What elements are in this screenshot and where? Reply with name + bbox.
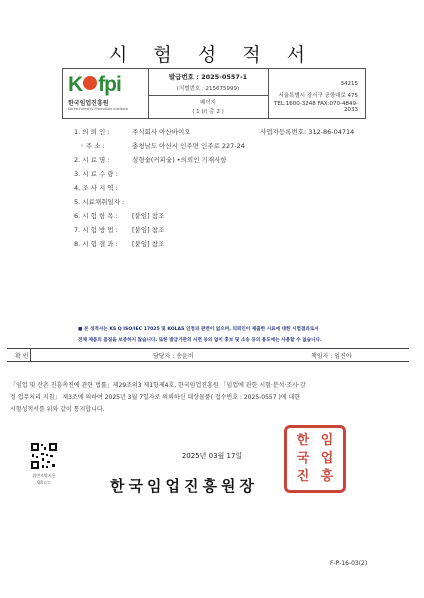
field-row-sample-quantity xyxy=(74,169,132,178)
kofpi-logo xyxy=(68,73,146,111)
field-row-sampling-date xyxy=(74,197,132,206)
seal-char: 임 xyxy=(320,433,334,448)
field-value: 주식회사 아산바이오 xyxy=(132,128,191,136)
field-value: [붙임] 참조 xyxy=(132,226,165,234)
signature-divider xyxy=(30,348,31,362)
page-label: 페이지 xyxy=(200,100,216,106)
field-label: ◦ 주 소 : xyxy=(80,142,105,150)
qr-code-icon[interactable] xyxy=(30,442,58,470)
field-row-client xyxy=(74,127,354,136)
address: 서울특별시 강서구 공항대로 475 xyxy=(278,93,358,99)
logo-k: K xyxy=(68,73,83,96)
logo-o-circle-icon xyxy=(83,76,97,90)
notice-line: 전체 제품의 품질을 보증하지 않습니다. 또한 발급기관의 서면 동의 없이 홍보 및 소송 등의 용도에는 사용할 수 없습니다. xyxy=(78,338,322,343)
legal-text-line: 「임업 및 산촌 진흥촉진에 관한 법률」제29조의3 제1항제4호, 한국임업진흥원 「임업에 관한 시험·분석·조사·감 xyxy=(10,382,306,389)
field-value: [붙임] 참조 xyxy=(132,240,165,248)
header-divider xyxy=(268,68,269,119)
page-value: ( 1 )/( 총 2 ) xyxy=(192,109,224,115)
issue-date: 2025년 03월 17일 xyxy=(181,452,243,460)
form-code: F-P-16-03(2) xyxy=(330,560,368,567)
header-divider xyxy=(148,95,268,96)
official-seal-stamp xyxy=(284,425,346,493)
legal-text-line: 시험성적서를 위와 같이 통지합니다. xyxy=(10,406,105,413)
logo-name-en: Korea Forestry Promotion Institute xyxy=(68,107,128,111)
field-row-survey-area xyxy=(74,183,132,192)
contact-phone-fax: TEL:1600-3248 FAX:070-4849-2033 xyxy=(274,101,358,113)
issuer-name: 한국임업진흥원장 xyxy=(110,477,258,495)
seal-char: 업 xyxy=(320,451,334,466)
field-extra: 사업자등록번호: 312-86-04714 xyxy=(260,128,355,136)
qr-caption: 위변조방지용 xyxy=(32,473,56,478)
field-row-test-result xyxy=(74,239,164,248)
seal-char: 진 xyxy=(296,469,310,484)
seal-char: 한 xyxy=(296,433,310,448)
postal-code: 34215 xyxy=(340,81,358,87)
signature-row xyxy=(7,348,409,362)
seal-char: 국 xyxy=(296,451,310,466)
person-in-charge: 담당자 : 송윤비 xyxy=(153,353,194,360)
identification-number: (식별번호 : 215675999) xyxy=(176,86,240,92)
notice-line: ■ 본 성적서는 KS Q ISO/IEC 17025 및 KOLAS 인정과 관련이 없으며, 의뢰인이 제출한 시료에 대한 시험결과로서 xyxy=(78,327,319,332)
field-label: 6. 시 험 항 목 : xyxy=(74,212,118,220)
responsible-manager: 책임자 : 임진아 xyxy=(311,353,352,360)
page-title: 시 험 성 적 서 xyxy=(109,44,315,66)
field-row-test-items xyxy=(74,211,164,220)
seal-char: 흥 xyxy=(320,469,334,484)
field-row-test-method xyxy=(74,225,164,234)
logo-wordmark xyxy=(68,73,146,97)
field-value: 성형숯(커피숯) •의뢰인 기재사항 xyxy=(132,156,227,164)
field-label: 4. 조 사 지 역 : xyxy=(74,184,118,192)
legal-text-line: 정 업무처리 지침」 제3조에 의하여 2025년 3월 7일자로 의뢰하신 대상물품( 접수번호 : 2025-0557 )에 대한 xyxy=(10,394,301,401)
field-label: 5. 시료채취일자 : xyxy=(74,198,125,206)
seal-characters xyxy=(291,432,339,486)
field-row-sample-name xyxy=(74,155,227,164)
qr-caption: QR코드 xyxy=(37,480,51,485)
field-label: 8. 시 험 결 과 : xyxy=(74,240,118,248)
field-value: [붙임] 참조 xyxy=(132,212,165,220)
issue-number: 발급번호 : 2025-0557-1 xyxy=(168,73,248,81)
header-divider xyxy=(148,68,149,119)
confirm-label: 확 인 xyxy=(15,353,29,360)
logo-rest: fpi xyxy=(98,73,121,96)
field-row-address xyxy=(74,141,245,150)
field-label: 1. 의 뢰 인 : xyxy=(74,128,110,136)
field-value: 충청남도 아산시 인주면 인주로 227-24 xyxy=(132,142,245,150)
field-label: 3. 시 료 수 량 : xyxy=(74,170,118,178)
qr-pattern xyxy=(30,442,58,470)
field-label: 2. 시 료 명 : xyxy=(74,156,110,164)
field-label: 7. 시 험 방 법 : xyxy=(74,226,118,234)
logo-name-ko: 한국임업진흥원 xyxy=(68,100,109,107)
